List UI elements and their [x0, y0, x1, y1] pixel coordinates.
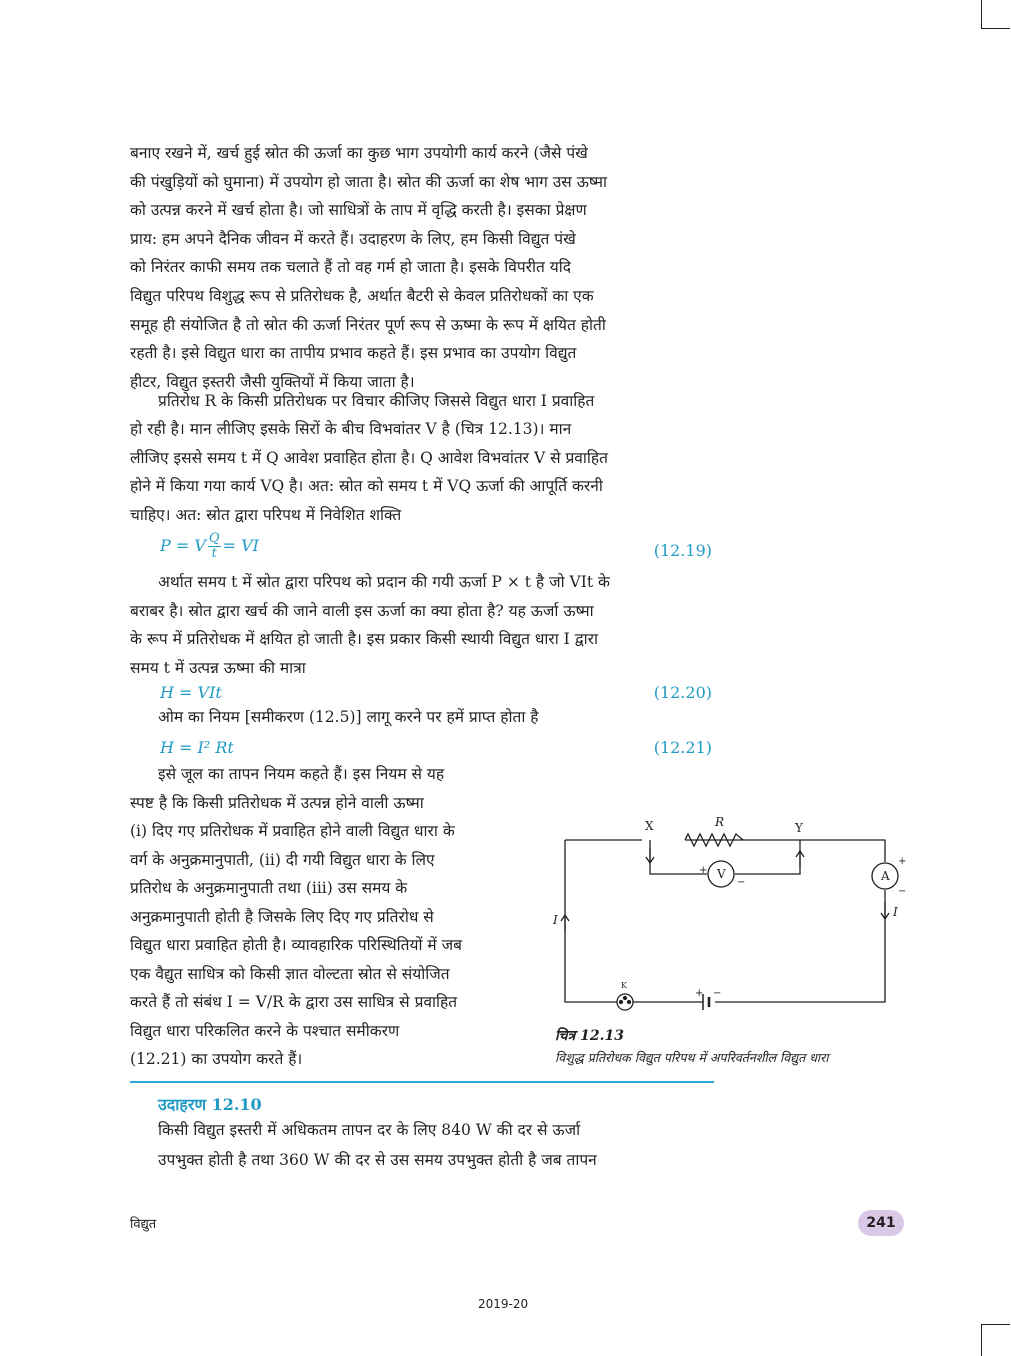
arrow-up-y — [796, 851, 804, 866]
equation-number: (12.21) — [653, 738, 712, 757]
text-line: वर्ग के अनुक्रमानुपाती, (ii) दी गयी विद्युत धारा के लिए — [130, 851, 435, 869]
crop-mark-bottom-right — [981, 1324, 1010, 1356]
text-line: की पंखुड़ियों को घुमाना) में उपयोग हो जाता है। स्रोत की ऊर्जा का शेष भाग उस ऊष्मा — [130, 173, 608, 191]
key-dot-top — [624, 997, 627, 1000]
text-line: अर्थात समय t में स्रोत द्वारा परिपथ को प्रदान की गयी ऊर्जा P × t है जो VIt के — [158, 573, 610, 591]
battery-minus: − — [713, 988, 722, 999]
text-line: रहती है। इसे विद्युत धारा का तापीय प्रभाव कहते हैं। इस प्रभाव का उपयोग विद्युत — [130, 344, 577, 362]
battery-plus: + — [695, 988, 704, 999]
equation-rhs: = VI — [222, 536, 259, 555]
label-key: K — [621, 981, 627, 990]
figure-caption-text: विशुद्ध प्रतिरोधक विद्युत परिपथ में अपरिवर्तनशील विद्युत धारा — [555, 1050, 829, 1065]
paragraph-ohms-law: ओम का नियम [समीकरण (12.5)] लागू करने पर हमें प्राप्त होता है — [158, 708, 539, 726]
text-line: करते हैं तो संबंध I = V/R के द्वारा उस साधित्र से प्रवाहित — [130, 993, 458, 1011]
text-line: समूह ही संयोजित है तो स्रोत की ऊर्जा निरंतर पूर्ण रूप से ऊष्मा के रूप में क्षयित होती — [130, 316, 606, 334]
arrow-down-current — [881, 902, 889, 919]
text-line: समय t में उत्पन्न ऊष्मा की मात्रा — [130, 659, 306, 677]
ammeter-minus: − — [898, 886, 907, 897]
key-dot-left — [620, 1001, 623, 1004]
text-line: चाहिए। अत: स्रोत द्वारा परिपथ में निवेशित शक्ति — [130, 506, 402, 524]
text-line: (i) दिए गए प्रतिरोधक में प्रवाहित होने वाली विद्युत धारा के — [130, 822, 455, 840]
equation-number: (12.20) — [653, 683, 712, 702]
text-line: हीटर, विद्युत इस्तरी जैसी युक्तियों में किया जाता है। — [130, 373, 415, 391]
equation-12-21: H = I² Rt — [160, 738, 234, 757]
equation-lhs: P = V — [160, 536, 206, 555]
text-line: विद्युत धारा प्रवाहित होती है। व्यावहारिक परिस्थितियों में जब — [130, 936, 462, 954]
label-r: R — [715, 815, 725, 829]
label-ammeter: A — [881, 869, 890, 883]
text-line: इसे जूल का तापन नियम कहते हैं। इस नियम से यह — [158, 765, 445, 783]
label-current-left: I — [553, 913, 558, 927]
text-line: होने में किया गया कार्य VQ है। अत: स्रोत को समय t में VQ ऊर्जा की आपूर्ति करनी — [130, 477, 603, 495]
footer-chapter-name: विद्युत — [130, 1217, 157, 1232]
text-line: एक वैद्युत साधित्र को किसी ज्ञात वोल्टता स्रोत से संयोजित — [130, 965, 450, 983]
wire-right-bottom — [715, 890, 885, 1002]
fraction-numerator: Q — [208, 531, 220, 546]
crop-mark-top-right — [981, 0, 1010, 29]
label-y: Y — [795, 821, 803, 835]
text-line: प्रतिरोध R के किसी प्रतिरोधक पर विचार कीजिए जिससे विद्युत धारा I प्रवाहित — [158, 392, 595, 410]
equation-12-20: H = VIt — [160, 683, 222, 702]
text-line: प्राय: हम अपने दैनिक जीवन में करते हैं। उदाहरण के लिए, हम किसी विद्युत पंखे — [130, 230, 576, 248]
fraction-denominator: t — [211, 546, 217, 561]
text-line: लीजिए इससे समय t में Q आवेश प्रवाहित होता है। Q आवेश विभवांतर V से प्रवाहित — [130, 449, 609, 467]
equation-12-19 — [160, 532, 259, 561]
section-divider — [130, 1081, 714, 1083]
text-line: को उत्पन्न करने में खर्च होता है। जो साधित्रों के ताप में वृद्धि करती है। इसका प्रेक्षण — [130, 201, 587, 219]
page-number-badge: 241 — [858, 1210, 904, 1236]
label-x: X — [645, 819, 654, 833]
arrow-down-x — [646, 848, 654, 863]
wire-voltmeter-right — [735, 840, 800, 874]
text-line: बराबर है। स्रोत द्वारा खर्च की जाने वाली इस ऊर्जा का क्या होता है? यह ऊर्जा ऊष्मा — [130, 602, 594, 620]
ammeter-plus: + — [898, 856, 907, 867]
text-line: के रूप में प्रतिरोधक में क्षयित हो जाती है। इस प्रकार किसी स्थायी विद्युत धारा I द्वारा — [130, 630, 599, 648]
text-line: विद्युत धारा परिकलित करने के पश्चात समीकरण — [130, 1022, 400, 1040]
figure-caption-number: चित्र 12.13 — [555, 1028, 624, 1044]
example-title: उदाहरण 12.10 — [158, 1095, 262, 1114]
fraction — [208, 532, 221, 561]
voltmeter-minus: − — [737, 877, 746, 888]
wire-top-right — [798, 840, 885, 862]
label-voltmeter: V — [717, 867, 726, 881]
key-dot-right — [628, 1001, 631, 1004]
text-line: अनुक्रमानुपाती होती है जिसके लिए दिए गए प्रतिरोध से — [130, 908, 434, 926]
text-line: (12.21) का उपयोग करते हैं। — [130, 1050, 303, 1068]
arrow-up-current — [561, 915, 569, 932]
text-line: बनाए रखने में, खर्च हुई स्रोत की ऊर्जा का कुछ भाग उपयोगी कार्य करने (जैसे पंखे — [130, 144, 588, 162]
equation-number: (12.19) — [653, 541, 712, 560]
label-current-right: I — [893, 905, 898, 919]
text-line: स्पष्ट है कि किसी प्रतिरोधक में उत्पन्न होने वाली ऊष्मा — [130, 794, 424, 812]
text-line: को निरंतर काफी समय तक चलाते हैं तो वह गर्म हो जाता है। इसके विपरीत यदि — [130, 258, 572, 276]
footer-year: 2019-20 — [478, 1297, 529, 1311]
circuit-diagram — [545, 812, 915, 1022]
text-line: किसी विद्युत इस्तरी में अधिकतम तापन दर के लिए 840 W की दर से ऊर्जा — [158, 1121, 581, 1139]
wire-left — [565, 840, 617, 1002]
text-line: विद्युत परिपथ विशुद्ध रूप से प्रतिरोधक है, अर्थात बैटरी से केवल प्रतिरोधकों का एक — [130, 287, 594, 305]
voltmeter-plus: + — [699, 865, 708, 876]
text-line: प्रतिरोध के अनुक्रमानुपाती तथा (iii) उस समय के — [130, 879, 408, 897]
text-line: उपभुक्त होती है तथा 360 W की दर से उस समय उपभुक्त होती है जब तापन — [158, 1151, 597, 1169]
text-line: हो रही है। मान लीजिए इसके सिरों के बीच विभवांतर V है (चित्र 12.13)। मान — [130, 420, 572, 438]
